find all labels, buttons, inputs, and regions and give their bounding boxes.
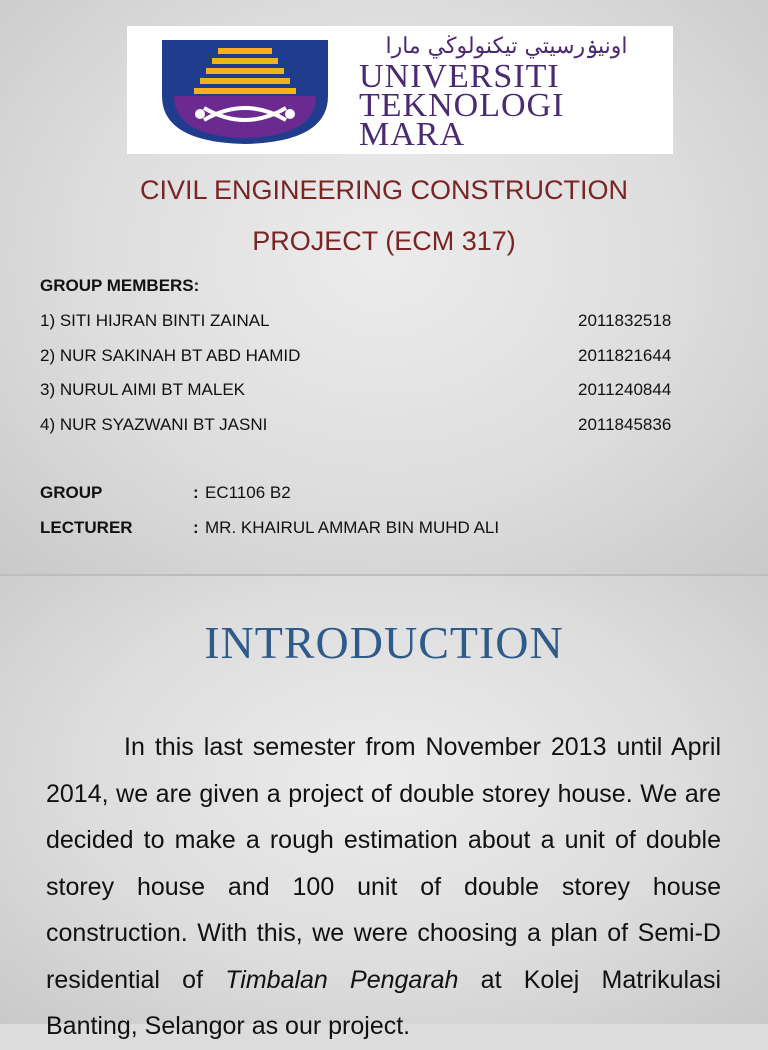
member-name: 1) SITI HIJRAN BINTI ZAINAL (40, 311, 270, 330)
member-name: 3) NURUL AIMI BT MALEK (40, 380, 245, 399)
group-value: EC1106 B2 (205, 483, 291, 502)
slide-introduction (0, 576, 768, 1040)
course-title-line-2: PROJECT (ECM 317) (252, 226, 516, 256)
member-id: 2011821644 (578, 346, 672, 365)
member-row (40, 346, 690, 368)
logo-line-mara: MARA (359, 116, 466, 153)
introduction-body (46, 724, 721, 1050)
member-name: 4) NUR SYAZWANI BT JASNI (40, 415, 268, 434)
introduction-heading: INTRODUCTION (204, 617, 564, 668)
member-id: 2011240844 (578, 380, 672, 399)
member-id: 2011832518 (578, 311, 672, 330)
introduction-paragraph (46, 724, 721, 1050)
member-name: 2) NUR SAKINAH BT ABD HAMID (40, 346, 301, 365)
members-heading: GROUP MEMBERS: (40, 276, 200, 295)
paragraph-text-end: at Kolej Matrikulasi Banting, Selangor as our project. (46, 965, 722, 1040)
member-row (40, 311, 690, 333)
logo-line-universiti: UNIVERSITI (359, 58, 560, 95)
member-row (40, 415, 690, 437)
paragraph-text-start: In this last semester from November 2013 until April 2014, we are given a project of double storey house. We are decided to make a rough estimation about a unit of double storey house and 100 unit of double storey house construction. With this, we were choosing a plan of Semi-D residential of (46, 733, 721, 994)
logo-jawi-text: اونيۏرسيتي تيكنولوڬي مارا (385, 34, 628, 59)
logo-line-teknologi: TEKNOLOGI (359, 87, 565, 124)
paragraph-italic-text: Timbalan Pengarah (225, 965, 459, 994)
group-label: GROUP (40, 483, 103, 502)
course-title-line-1: CIVIL ENGINEERING CONSTRUCTION (139, 175, 629, 205)
uitm-logo (127, 26, 673, 154)
lecturer-colon: : (193, 518, 199, 537)
lecturer-value: MR. KHAIRUL AMMAR BIN MUHD ALI (205, 518, 500, 537)
lecturer-label: LECTURER (40, 518, 133, 537)
group-colon: : (193, 483, 199, 502)
member-id: 2011845836 (578, 415, 672, 434)
uitm-emblem-icon (160, 38, 330, 146)
member-row (40, 380, 690, 402)
